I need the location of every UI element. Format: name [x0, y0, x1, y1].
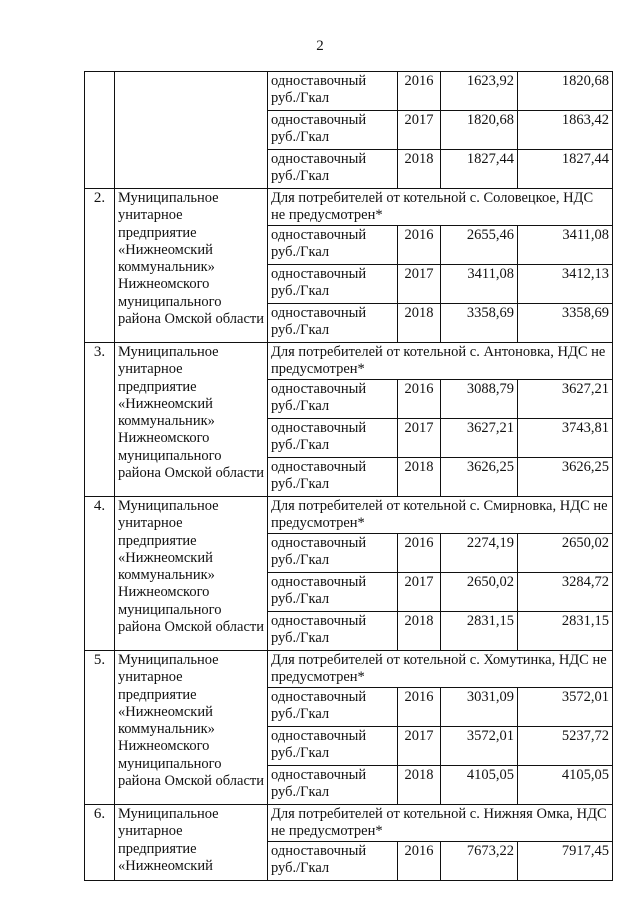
- value2-cell: 3572,01: [518, 688, 613, 727]
- num-cell: [85, 72, 115, 189]
- tariff-type-cell: одноставочный руб./Гкал: [268, 727, 398, 766]
- consumer-row: [85, 805, 613, 842]
- tariff-type-cell: одноставочный руб./Гкал: [268, 72, 398, 111]
- year-cell: 2016: [398, 842, 441, 881]
- tariff-type-cell: одноставочный руб./Гкал: [268, 226, 398, 265]
- consumer-description: Для потребителей от котельной с. Нижняя Омка, НДС не предусмотрен*: [268, 805, 613, 842]
- value2-cell: 2831,15: [518, 612, 613, 651]
- consumer-row: [85, 343, 613, 380]
- consumer-description: Для потребителей от котельной с. Смирновка, НДС не предусмотрен*: [268, 497, 613, 534]
- year-cell: 2016: [398, 688, 441, 727]
- tariff-type-cell: одноставочный руб./Гкал: [268, 842, 398, 881]
- year-cell: 2017: [398, 573, 441, 612]
- value1-cell: 2655,46: [441, 226, 518, 265]
- value2-cell: 7917,45: [518, 842, 613, 881]
- tariff-type-cell: одноставочный руб./Гкал: [268, 150, 398, 189]
- value2-cell: 3412,13: [518, 265, 613, 304]
- tariff-type-cell: одноставочный руб./Гкал: [268, 265, 398, 304]
- value2-cell: 3743,81: [518, 419, 613, 458]
- organization-name: Муниципальное унитарное предприятие «Нижнеомский: [115, 805, 268, 881]
- value2-cell: 2650,02: [518, 534, 613, 573]
- organization-name: Муниципальное унитарное предприятие «Нижнеомский коммунальник» Нижнеомского муниципального района Омской области: [115, 497, 268, 651]
- entry-number: 2.: [85, 189, 115, 343]
- consumer-row: [85, 189, 613, 226]
- value1-cell: 3031,09: [441, 688, 518, 727]
- tariff-type-cell: одноставочный руб./Гкал: [268, 111, 398, 150]
- value1-cell: 3572,01: [441, 727, 518, 766]
- year-cell: 2018: [398, 458, 441, 497]
- year-cell: 2016: [398, 380, 441, 419]
- value2-cell: 3626,25: [518, 458, 613, 497]
- value1-cell: 4105,05: [441, 766, 518, 805]
- value2-cell: 1827,44: [518, 150, 613, 189]
- value1-cell: 1820,68: [441, 111, 518, 150]
- entry-number: 4.: [85, 497, 115, 651]
- year-cell: 2017: [398, 111, 441, 150]
- value1-cell: 7673,22: [441, 842, 518, 881]
- year-cell: 2018: [398, 150, 441, 189]
- tariff-type-cell: одноставочный руб./Гкал: [268, 419, 398, 458]
- value2-cell: 1863,42: [518, 111, 613, 150]
- value1-cell: 2274,19: [441, 534, 518, 573]
- year-cell: 2016: [398, 72, 441, 111]
- entry-number: 6.: [85, 805, 115, 881]
- tariff-type-cell: одноставочный руб./Гкал: [268, 612, 398, 651]
- entry-number: 5.: [85, 651, 115, 805]
- consumer-description: Для потребителей от котельной с. Антоновка, НДС не предусмотрен*: [268, 343, 613, 380]
- tariff-type-cell: одноставочный руб./Гкал: [268, 304, 398, 343]
- value1-cell: 1623,92: [441, 72, 518, 111]
- year-cell: 2016: [398, 534, 441, 573]
- organization-name: Муниципальное унитарное предприятие «Нижнеомский коммунальник» Нижнеомского муниципального района Омской области: [115, 343, 268, 497]
- page-number: 2: [316, 38, 324, 54]
- value2-cell: 3411,08: [518, 226, 613, 265]
- tariff-type-cell: одноставочный руб./Гкал: [268, 688, 398, 727]
- consumer-description: Для потребителей от котельной с. Соловецкое, НДС не предусмотрен*: [268, 189, 613, 226]
- tariff-type-cell: одноставочный руб./Гкал: [268, 534, 398, 573]
- value1-cell: 3411,08: [441, 265, 518, 304]
- year-cell: 2017: [398, 419, 441, 458]
- table-row: [85, 72, 613, 111]
- value2-cell: 3284,72: [518, 573, 613, 612]
- value2-cell: 4105,05: [518, 766, 613, 805]
- tariff-type-cell: одноставочный руб./Гкал: [268, 573, 398, 612]
- value1-cell: 2650,02: [441, 573, 518, 612]
- year-cell: 2018: [398, 304, 441, 343]
- value1-cell: 1827,44: [441, 150, 518, 189]
- year-cell: 2017: [398, 727, 441, 766]
- consumer-row: [85, 497, 613, 534]
- year-cell: 2018: [398, 612, 441, 651]
- value1-cell: 3358,69: [441, 304, 518, 343]
- tariff-table: [84, 71, 613, 881]
- value2-cell: 1820,68: [518, 72, 613, 111]
- consumer-row: [85, 651, 613, 688]
- value2-cell: 3358,69: [518, 304, 613, 343]
- value1-cell: 2831,15: [441, 612, 518, 651]
- org-cell: [115, 72, 268, 189]
- year-cell: 2018: [398, 766, 441, 805]
- value2-cell: 5237,72: [518, 727, 613, 766]
- value2-cell: 3627,21: [518, 380, 613, 419]
- value1-cell: 3626,25: [441, 458, 518, 497]
- tariff-type-cell: одноставочный руб./Гкал: [268, 766, 398, 805]
- year-cell: 2016: [398, 226, 441, 265]
- entry-number: 3.: [85, 343, 115, 497]
- year-cell: 2017: [398, 265, 441, 304]
- organization-name: Муниципальное унитарное предприятие «Нижнеомский коммунальник» Нижнеомского муниципального района Омской области: [115, 189, 268, 343]
- consumer-description: Для потребителей от котельной с. Хомутинка, НДС не предусмотрен*: [268, 651, 613, 688]
- value1-cell: 3627,21: [441, 419, 518, 458]
- tariff-type-cell: одноставочный руб./Гкал: [268, 380, 398, 419]
- value1-cell: 3088,79: [441, 380, 518, 419]
- tariff-type-cell: одноставочный руб./Гкал: [268, 458, 398, 497]
- organization-name: Муниципальное унитарное предприятие «Нижнеомский коммунальник» Нижнеомского муниципального района Омской области: [115, 651, 268, 805]
